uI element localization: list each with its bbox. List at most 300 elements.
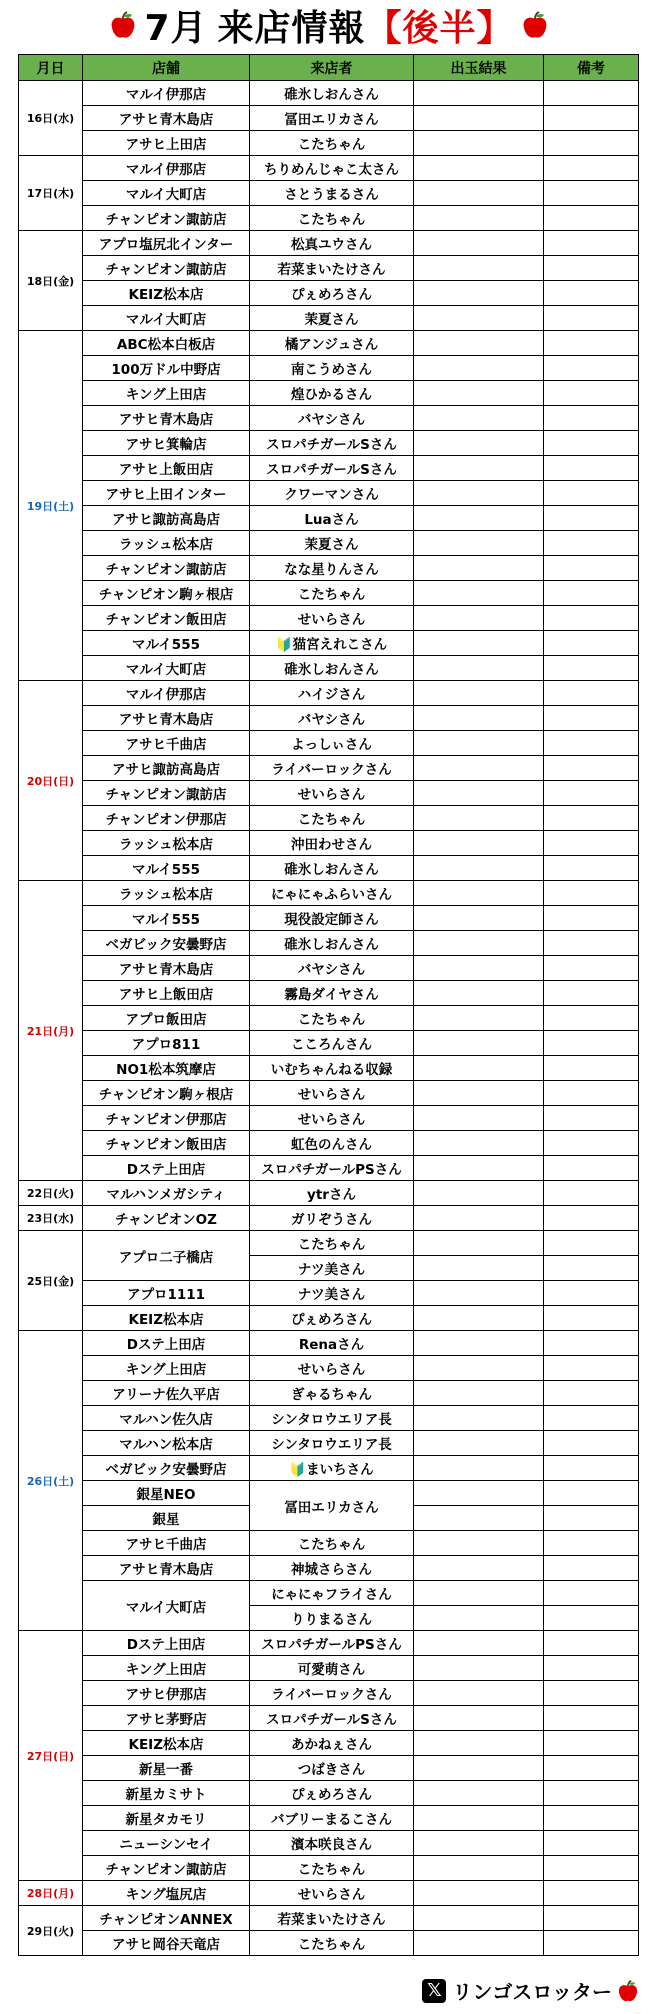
table-row bbox=[19, 531, 639, 556]
notes-cell[interactable] bbox=[544, 406, 639, 431]
visitor-cell: 🔰猫宮えれこさん bbox=[250, 631, 414, 656]
result-cell[interactable] bbox=[414, 1281, 544, 1306]
notes-cell[interactable] bbox=[544, 806, 639, 831]
table-row bbox=[19, 1381, 639, 1406]
notes-cell[interactable] bbox=[544, 131, 639, 156]
table-row bbox=[19, 706, 639, 731]
result-cell[interactable] bbox=[414, 281, 544, 306]
store-cell: マルイ大町店 bbox=[83, 181, 250, 206]
result-cell[interactable] bbox=[414, 1931, 544, 1956]
notes-cell[interactable] bbox=[544, 1431, 639, 1456]
table-row bbox=[19, 481, 639, 506]
result-cell[interactable] bbox=[414, 1531, 544, 1556]
notes-cell[interactable] bbox=[544, 156, 639, 181]
result-cell[interactable] bbox=[414, 156, 544, 181]
notes-cell[interactable] bbox=[544, 1606, 639, 1631]
notes-cell[interactable] bbox=[544, 1531, 639, 1556]
notes-cell[interactable] bbox=[544, 106, 639, 131]
notes-cell[interactable] bbox=[544, 556, 639, 581]
notes-cell[interactable] bbox=[544, 1081, 639, 1106]
result-cell[interactable] bbox=[414, 456, 544, 481]
visitor-cell: 碓氷しおんさん bbox=[250, 656, 414, 681]
result-cell[interactable] bbox=[414, 1031, 544, 1056]
store-cell: チャンピオン諏訪店 bbox=[83, 206, 250, 231]
notes-cell[interactable] bbox=[544, 1831, 639, 1856]
result-cell[interactable] bbox=[414, 1256, 544, 1281]
table-row bbox=[19, 1581, 639, 1606]
notes-cell[interactable] bbox=[544, 1006, 639, 1031]
visitor-cell: こたちゃん bbox=[250, 581, 414, 606]
notes-cell[interactable] bbox=[544, 456, 639, 481]
table-row bbox=[19, 606, 639, 631]
result-cell[interactable] bbox=[414, 1756, 544, 1781]
result-cell[interactable] bbox=[414, 1456, 544, 1481]
date-cell: 28日(月) bbox=[19, 1881, 83, 1906]
result-cell[interactable] bbox=[414, 331, 544, 356]
store-cell: アサヒ岡谷天竜店 bbox=[83, 1931, 250, 1956]
store-cell: 新星タカモリ bbox=[83, 1806, 250, 1831]
result-cell[interactable] bbox=[414, 431, 544, 456]
store-cell: チャンピオンOZ bbox=[83, 1206, 250, 1231]
notes-cell[interactable] bbox=[544, 731, 639, 756]
notes-cell[interactable] bbox=[544, 1331, 639, 1356]
result-cell[interactable] bbox=[414, 256, 544, 281]
notes-cell[interactable] bbox=[544, 1581, 639, 1606]
result-cell[interactable] bbox=[414, 1806, 544, 1831]
store-cell: マルイ大町店 bbox=[83, 656, 250, 681]
result-cell[interactable] bbox=[414, 556, 544, 581]
store-cell: 新星一番 bbox=[83, 1756, 250, 1781]
result-cell[interactable] bbox=[414, 781, 544, 806]
visitor-cell: こたちゃん bbox=[250, 131, 414, 156]
schedule-table bbox=[18, 54, 639, 1956]
store-cell: アサヒ諏訪高島店 bbox=[83, 506, 250, 531]
notes-cell[interactable] bbox=[544, 181, 639, 206]
notes-cell[interactable] bbox=[544, 831, 639, 856]
page-title bbox=[0, 0, 658, 50]
notes-cell[interactable] bbox=[544, 1206, 639, 1231]
notes-cell[interactable] bbox=[544, 1381, 639, 1406]
notes-cell[interactable] bbox=[544, 906, 639, 931]
result-cell[interactable] bbox=[414, 1581, 544, 1606]
title-main: 来店情報 bbox=[217, 7, 366, 49]
visitor-cell: せいらさん bbox=[250, 606, 414, 631]
result-cell[interactable] bbox=[414, 231, 544, 256]
store-cell: 銀星 bbox=[83, 1506, 250, 1531]
result-cell[interactable] bbox=[414, 1556, 544, 1581]
table-row bbox=[19, 231, 639, 256]
notes-cell[interactable] bbox=[544, 1056, 639, 1081]
notes-cell[interactable] bbox=[544, 781, 639, 806]
visitor-cell: 煌ひかるさん bbox=[250, 381, 414, 406]
table-row bbox=[19, 1781, 639, 1806]
title-bracket-open: 【 bbox=[365, 7, 403, 49]
date-cell: 16日(水) bbox=[19, 81, 83, 156]
header-notes: 備考 bbox=[544, 55, 639, 81]
result-cell[interactable] bbox=[414, 1131, 544, 1156]
table-row bbox=[19, 1281, 639, 1306]
visitor-cell: クワーマンさん bbox=[250, 481, 414, 506]
result-cell[interactable] bbox=[414, 131, 544, 156]
result-cell[interactable] bbox=[414, 1781, 544, 1806]
result-cell[interactable] bbox=[414, 806, 544, 831]
visitor-cell: こたちゃん bbox=[250, 1231, 414, 1256]
notes-cell[interactable] bbox=[544, 1856, 639, 1881]
header-visitor: 来店者 bbox=[250, 55, 414, 81]
store-cell: キング上田店 bbox=[83, 381, 250, 406]
notes-cell[interactable] bbox=[544, 1131, 639, 1156]
date-cell: 18日(金) bbox=[19, 231, 83, 331]
visitor-cell: 松真ユウさん bbox=[250, 231, 414, 256]
notes-cell[interactable] bbox=[544, 1106, 639, 1131]
result-cell[interactable] bbox=[414, 1331, 544, 1356]
notes-cell[interactable] bbox=[544, 706, 639, 731]
store-cell: キング塩尻店 bbox=[83, 1881, 250, 1906]
visitor-cell: スロパチガールSさん bbox=[250, 456, 414, 481]
result-cell[interactable] bbox=[414, 1406, 544, 1431]
result-cell[interactable] bbox=[414, 206, 544, 231]
store-cell: マルイ伊那店 bbox=[83, 81, 250, 106]
notes-cell[interactable] bbox=[544, 1906, 639, 1931]
date-cell: 22日(火) bbox=[19, 1181, 83, 1206]
notes-cell[interactable] bbox=[544, 881, 639, 906]
store-cell: アサヒ諏訪高島店 bbox=[83, 756, 250, 781]
result-cell[interactable] bbox=[414, 1006, 544, 1031]
notes-cell[interactable] bbox=[544, 431, 639, 456]
notes-cell[interactable] bbox=[544, 306, 639, 331]
store-cell: 100万ドル中野店 bbox=[83, 356, 250, 381]
result-cell[interactable] bbox=[414, 656, 544, 681]
result-cell[interactable] bbox=[414, 881, 544, 906]
result-cell[interactable] bbox=[414, 731, 544, 756]
notes-cell[interactable] bbox=[544, 256, 639, 281]
result-cell[interactable] bbox=[414, 1431, 544, 1456]
notes-cell[interactable] bbox=[544, 481, 639, 506]
notes-cell[interactable] bbox=[544, 331, 639, 356]
notes-cell[interactable] bbox=[544, 1806, 639, 1831]
notes-cell[interactable] bbox=[544, 356, 639, 381]
visitor-cell: ぴぇめろさん bbox=[250, 1781, 414, 1806]
result-cell[interactable] bbox=[414, 481, 544, 506]
result-cell[interactable] bbox=[414, 1231, 544, 1256]
table-row bbox=[19, 456, 639, 481]
notes-cell[interactable] bbox=[544, 756, 639, 781]
result-cell[interactable] bbox=[414, 1206, 544, 1231]
title-month: 7月 bbox=[144, 7, 208, 49]
visitor-cell: こたちゃん bbox=[250, 206, 414, 231]
table-row bbox=[19, 181, 639, 206]
schedule-body bbox=[19, 81, 639, 1956]
notes-cell[interactable] bbox=[544, 1781, 639, 1806]
store-cell: アサヒ上田インター bbox=[83, 481, 250, 506]
result-cell[interactable] bbox=[414, 1306, 544, 1331]
store-cell: チャンピオン諏訪店 bbox=[83, 256, 250, 281]
store-cell: アサヒ上飯田店 bbox=[83, 981, 250, 1006]
visitor-cell: 茉夏さん bbox=[250, 306, 414, 331]
visitor-cell: ぎゃるちゃん bbox=[250, 1381, 414, 1406]
result-cell[interactable] bbox=[414, 1731, 544, 1756]
result-cell[interactable] bbox=[414, 681, 544, 706]
table-row bbox=[19, 956, 639, 981]
visitor-cell: 碓氷しおんさん bbox=[250, 931, 414, 956]
notes-cell[interactable] bbox=[544, 631, 639, 656]
table-row bbox=[19, 1556, 639, 1581]
store-cell: マルハン松本店 bbox=[83, 1431, 250, 1456]
notes-cell[interactable] bbox=[544, 956, 639, 981]
notes-cell[interactable] bbox=[544, 581, 639, 606]
table-row bbox=[19, 1731, 639, 1756]
table-row bbox=[19, 781, 639, 806]
visitor-cell: スロパチガールSさん bbox=[250, 1706, 414, 1731]
table-row bbox=[19, 906, 639, 931]
store-cell: ベガビック安曇野店 bbox=[83, 931, 250, 956]
notes-cell[interactable] bbox=[544, 1181, 639, 1206]
notes-cell[interactable] bbox=[544, 856, 639, 881]
store-cell: ニューシンセイ bbox=[83, 1831, 250, 1856]
result-cell[interactable] bbox=[414, 1481, 544, 1506]
notes-cell[interactable] bbox=[544, 1931, 639, 1956]
brand-footer bbox=[422, 1976, 640, 2005]
notes-cell[interactable] bbox=[544, 1456, 639, 1481]
notes-cell[interactable] bbox=[544, 656, 639, 681]
table-row bbox=[19, 681, 639, 706]
notes-cell[interactable] bbox=[544, 1756, 639, 1781]
notes-cell[interactable] bbox=[544, 206, 639, 231]
apple-icon bbox=[520, 10, 550, 40]
result-cell[interactable] bbox=[414, 631, 544, 656]
brand-name: リンゴスロッター bbox=[452, 1980, 612, 2004]
notes-cell[interactable] bbox=[544, 1556, 639, 1581]
store-cell: Dステ上田店 bbox=[83, 1331, 250, 1356]
table-row bbox=[19, 256, 639, 281]
store-cell: チャンピオン駒ヶ根店 bbox=[83, 1081, 250, 1106]
result-cell[interactable] bbox=[414, 581, 544, 606]
notes-cell[interactable] bbox=[544, 606, 639, 631]
notes-cell[interactable] bbox=[544, 681, 639, 706]
table-row bbox=[19, 356, 639, 381]
result-cell[interactable] bbox=[414, 1606, 544, 1631]
result-cell[interactable] bbox=[414, 1156, 544, 1181]
result-cell[interactable] bbox=[414, 1706, 544, 1731]
visitor-cell: にゃにゃふらいさん bbox=[250, 881, 414, 906]
notes-cell[interactable] bbox=[544, 931, 639, 956]
result-cell[interactable] bbox=[414, 1831, 544, 1856]
store-cell: キング上田店 bbox=[83, 1356, 250, 1381]
table-row bbox=[19, 1631, 639, 1656]
result-cell[interactable] bbox=[414, 756, 544, 781]
notes-cell[interactable] bbox=[544, 1506, 639, 1531]
result-cell[interactable] bbox=[414, 1356, 544, 1381]
result-cell[interactable] bbox=[414, 831, 544, 856]
table-row bbox=[19, 156, 639, 181]
notes-cell[interactable] bbox=[544, 1031, 639, 1056]
visitor-cell: りりまるさん bbox=[250, 1606, 414, 1631]
result-cell[interactable] bbox=[414, 531, 544, 556]
result-cell[interactable] bbox=[414, 106, 544, 131]
result-cell[interactable] bbox=[414, 1506, 544, 1531]
result-cell[interactable] bbox=[414, 1856, 544, 1881]
visitor-cell: 碓氷しおんさん bbox=[250, 856, 414, 881]
table-row bbox=[19, 1456, 639, 1481]
visitor-cell: 冨田エリカさん bbox=[250, 1481, 414, 1531]
result-cell[interactable] bbox=[414, 856, 544, 881]
table-row bbox=[19, 506, 639, 531]
result-cell[interactable] bbox=[414, 1906, 544, 1931]
store-cell: マルイ伊那店 bbox=[83, 681, 250, 706]
table-row bbox=[19, 81, 639, 106]
visitor-cell: スロパチガールSさん bbox=[250, 431, 414, 456]
table-row bbox=[19, 1056, 639, 1081]
store-cell: ラッシュ松本店 bbox=[83, 531, 250, 556]
visitor-cell: せいらさん bbox=[250, 1106, 414, 1131]
result-cell[interactable] bbox=[414, 1656, 544, 1681]
result-cell[interactable] bbox=[414, 356, 544, 381]
visitor-cell: ガリぞうさん bbox=[250, 1206, 414, 1231]
visitor-cell: 南こうめさん bbox=[250, 356, 414, 381]
result-cell[interactable] bbox=[414, 406, 544, 431]
result-cell[interactable] bbox=[414, 906, 544, 931]
table-row bbox=[19, 1706, 639, 1731]
store-cell: アサヒ千曲店 bbox=[83, 1531, 250, 1556]
result-cell[interactable] bbox=[414, 181, 544, 206]
store-cell: KEIZ松本店 bbox=[83, 1731, 250, 1756]
visitor-cell: 虹色のんさん bbox=[250, 1131, 414, 1156]
visitor-cell: せいらさん bbox=[250, 781, 414, 806]
notes-cell[interactable] bbox=[544, 1631, 639, 1656]
result-cell[interactable] bbox=[414, 706, 544, 731]
store-cell: アサヒ青木島店 bbox=[83, 106, 250, 131]
store-cell: チャンピオン駒ヶ根店 bbox=[83, 581, 250, 606]
table-header-row bbox=[19, 55, 639, 81]
result-cell[interactable] bbox=[414, 981, 544, 1006]
visitor-cell: 冨田エリカさん bbox=[250, 106, 414, 131]
date-cell: 26日(土) bbox=[19, 1331, 83, 1631]
result-cell[interactable] bbox=[414, 1181, 544, 1206]
notes-cell[interactable] bbox=[544, 1881, 639, 1906]
table-row bbox=[19, 306, 639, 331]
table-row bbox=[19, 1531, 639, 1556]
header-store: 店舗 bbox=[83, 55, 250, 81]
visitor-cell: ナツ美さん bbox=[250, 1256, 414, 1281]
visitor-cell: 🔰まいちさん bbox=[250, 1456, 414, 1481]
notes-cell[interactable] bbox=[544, 1356, 639, 1381]
notes-cell[interactable] bbox=[544, 1156, 639, 1181]
result-cell[interactable] bbox=[414, 1381, 544, 1406]
table-row bbox=[19, 1431, 639, 1456]
result-cell[interactable] bbox=[414, 1081, 544, 1106]
store-cell: チャンピオン飯田店 bbox=[83, 606, 250, 631]
notes-cell[interactable] bbox=[544, 981, 639, 1006]
notes-cell[interactable] bbox=[544, 1481, 639, 1506]
table-row bbox=[19, 1031, 639, 1056]
table-row bbox=[19, 1156, 639, 1181]
notes-cell[interactable] bbox=[544, 281, 639, 306]
notes-cell[interactable] bbox=[544, 1406, 639, 1431]
visitor-cell: ぴぇめろさん bbox=[250, 281, 414, 306]
visitor-cell: こたちゃん bbox=[250, 806, 414, 831]
result-cell[interactable] bbox=[414, 606, 544, 631]
store-cell: チャンピオン飯田店 bbox=[83, 1131, 250, 1156]
visitor-cell: ナツ美さん bbox=[250, 1281, 414, 1306]
x-logo-icon: 𝕏 bbox=[422, 1979, 446, 2003]
visitor-cell: 濱本咲良さん bbox=[250, 1831, 414, 1856]
store-cell: NO1松本筑摩店 bbox=[83, 1056, 250, 1081]
store-cell: アサヒ青木島店 bbox=[83, 1556, 250, 1581]
result-cell[interactable] bbox=[414, 931, 544, 956]
store-cell: チャンピオン伊那店 bbox=[83, 806, 250, 831]
store-cell: 銀星NEO bbox=[83, 1481, 250, 1506]
store-cell: アサヒ茅野店 bbox=[83, 1706, 250, 1731]
notes-cell[interactable] bbox=[544, 231, 639, 256]
table-row bbox=[19, 731, 639, 756]
notes-cell[interactable] bbox=[544, 81, 639, 106]
result-cell[interactable] bbox=[414, 381, 544, 406]
table-row bbox=[19, 1806, 639, 1831]
notes-cell[interactable] bbox=[544, 1706, 639, 1731]
table-row bbox=[19, 856, 639, 881]
store-cell: ラッシュ松本店 bbox=[83, 881, 250, 906]
table-row bbox=[19, 331, 639, 356]
notes-cell[interactable] bbox=[544, 1231, 639, 1256]
visitor-cell: いむちゃんねる収録 bbox=[250, 1056, 414, 1081]
notes-cell[interactable] bbox=[544, 1681, 639, 1706]
visitor-cell: なな星りんさん bbox=[250, 556, 414, 581]
store-cell: マルイ555 bbox=[83, 856, 250, 881]
notes-cell[interactable] bbox=[544, 506, 639, 531]
notes-cell[interactable] bbox=[544, 381, 639, 406]
visitor-cell: バヤシさん bbox=[250, 406, 414, 431]
header-result: 出玉結果 bbox=[414, 55, 544, 81]
result-cell[interactable] bbox=[414, 1106, 544, 1131]
notes-cell[interactable] bbox=[544, 1731, 639, 1756]
visitor-cell: せいらさん bbox=[250, 1081, 414, 1106]
date-cell: 29日(火) bbox=[19, 1906, 83, 1956]
title-bracket-close: 】 bbox=[476, 7, 514, 49]
table-row bbox=[19, 881, 639, 906]
store-cell: アプロ二子橋店 bbox=[83, 1231, 250, 1281]
store-cell: アサヒ青木島店 bbox=[83, 406, 250, 431]
result-cell[interactable] bbox=[414, 1681, 544, 1706]
store-cell: マルイ大町店 bbox=[83, 306, 250, 331]
notes-cell[interactable] bbox=[544, 1281, 639, 1306]
result-cell[interactable] bbox=[414, 956, 544, 981]
visitor-cell: ライバーロックさん bbox=[250, 756, 414, 781]
result-cell[interactable] bbox=[414, 506, 544, 531]
store-cell: チャンピオン諏訪店 bbox=[83, 781, 250, 806]
table-row bbox=[19, 1856, 639, 1881]
visitor-cell: Renaさん bbox=[250, 1331, 414, 1356]
visitor-cell: 沖田わせさん bbox=[250, 831, 414, 856]
visitor-cell: ちりめんじゃこ太さん bbox=[250, 156, 414, 181]
result-cell[interactable] bbox=[414, 1056, 544, 1081]
store-cell: アプロ飯田店 bbox=[83, 1006, 250, 1031]
store-cell: Dステ上田店 bbox=[83, 1631, 250, 1656]
table-row bbox=[19, 656, 639, 681]
store-cell: アサヒ箕輪店 bbox=[83, 431, 250, 456]
result-cell[interactable] bbox=[414, 1631, 544, 1656]
notes-cell[interactable] bbox=[544, 1656, 639, 1681]
table-row bbox=[19, 1181, 639, 1206]
notes-cell[interactable] bbox=[544, 1256, 639, 1281]
notes-cell[interactable] bbox=[544, 531, 639, 556]
result-cell[interactable] bbox=[414, 1881, 544, 1906]
visitor-cell: こたちゃん bbox=[250, 1856, 414, 1881]
table-row bbox=[19, 1356, 639, 1381]
notes-cell[interactable] bbox=[544, 1306, 639, 1331]
result-cell[interactable] bbox=[414, 81, 544, 106]
result-cell[interactable] bbox=[414, 306, 544, 331]
visitor-cell: せいらさん bbox=[250, 1356, 414, 1381]
